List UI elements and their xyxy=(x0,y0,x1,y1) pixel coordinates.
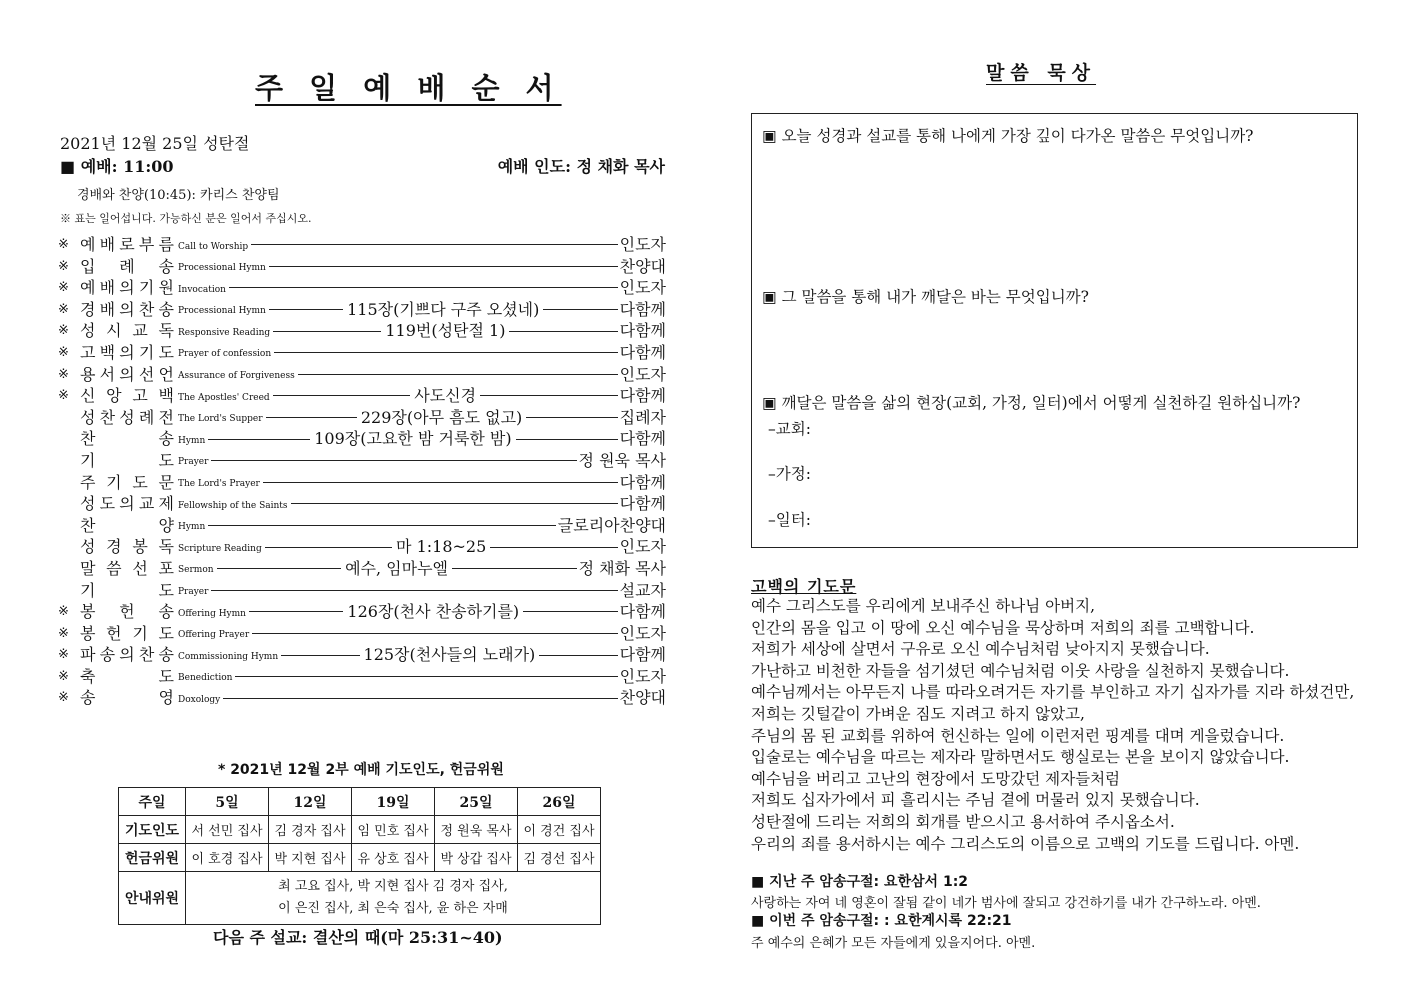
table-cell: 김 경선 집사 xyxy=(518,844,601,872)
leader-line xyxy=(211,590,617,591)
order-item xyxy=(58,342,666,364)
order-content: 마 1:18~25 xyxy=(396,537,487,557)
leader-line xyxy=(269,309,343,310)
order-english: Hymn xyxy=(178,522,206,533)
order-person: 인도자 xyxy=(619,235,666,254)
order-name: 성 찬 성 례 전 xyxy=(80,407,174,427)
order-person: 인도자 xyxy=(619,537,666,557)
order-name: 봉 헌 송 xyxy=(80,602,174,622)
order-detail xyxy=(178,558,666,580)
leader-line xyxy=(208,439,310,440)
order-english: Prayer xyxy=(178,587,209,597)
order-detail xyxy=(178,428,666,450)
stand-mark: ※ xyxy=(58,301,69,317)
table-cell: 이 경건 집사 xyxy=(518,816,601,844)
order-item xyxy=(58,299,666,321)
stand-mark: ※ xyxy=(58,690,69,706)
stand-mark: ※ xyxy=(58,237,69,252)
table-cell: 정 원욱 목사 xyxy=(435,816,518,844)
order-name: 송 영 xyxy=(80,688,174,708)
order-english: Hymn xyxy=(178,435,206,446)
order-content: 119번(성탄절 1) xyxy=(385,321,506,341)
stand-mark: ※ xyxy=(58,323,69,339)
order-item xyxy=(58,666,666,688)
order-content: 115장(기쁘다 구주 오셨네) xyxy=(347,299,540,319)
stand-note: ※ 표는 일어섭니다. 가능하신 분은 일어서 주십시오. xyxy=(60,212,312,225)
service-time: ■ 예배: 11:00 xyxy=(60,157,174,176)
order-item xyxy=(58,601,666,623)
prayer-line: 우리의 죄를 용서하시는 예수 그리스도의 이름으로 고백의 기도를 드립니다. 아멘. xyxy=(751,834,1300,853)
stand-mark: ※ xyxy=(58,366,69,382)
stand-mark: ※ xyxy=(58,647,69,663)
leader-line xyxy=(235,676,617,677)
order-person: 다함께 xyxy=(619,494,666,514)
prayer-line: 저희도 십자가에서 피 흘리시는 주님 곁에 머물러 있지 못했습니다. xyxy=(751,791,1200,810)
order-detail xyxy=(178,407,666,429)
order-person: 집례자 xyxy=(619,407,666,427)
table-cell: 서 선민 집사 xyxy=(186,816,269,844)
order-english: Prayer xyxy=(178,457,209,468)
table-cell: 박 상갑 집사 xyxy=(435,844,518,872)
order-detail xyxy=(178,601,666,623)
prayer-title: 고백의 기도문 xyxy=(751,577,857,596)
order-detail xyxy=(178,666,666,688)
question-3: ▣ 깨달은 말씀을 삶의 현장(교회, 가정, 일터)에서 어떻게 실천하길 원하십니까? xyxy=(762,394,1301,412)
order-item xyxy=(58,536,666,558)
order-person: 찬양대 xyxy=(619,256,666,276)
order-english: Responsive Reading xyxy=(178,327,271,338)
prayer-line: 성탄절에 드리는 저희의 회개를 받으시고 용서하여 주시옵소서. xyxy=(751,812,1175,831)
row-label: 헌금위원 xyxy=(119,844,186,872)
order-detail xyxy=(178,536,666,558)
order-person: 다함께 xyxy=(619,645,667,665)
service-leader: 예배 인도: 정 채화 목사 xyxy=(497,157,665,176)
header-cell: 주일 xyxy=(119,788,186,816)
order-item xyxy=(58,277,666,299)
leader-line xyxy=(273,331,381,332)
order-person: 다함께 xyxy=(619,342,666,362)
row-label: 기도인도 xyxy=(119,816,186,844)
answer-home: –가정: xyxy=(768,465,811,483)
order-item xyxy=(58,493,666,515)
order-person: 다함께 xyxy=(619,299,666,319)
order-person: 인도자 xyxy=(619,364,666,384)
leader-line xyxy=(266,417,357,418)
table-cell: 김 경자 집사 xyxy=(269,816,352,844)
order-detail xyxy=(178,580,666,602)
order-item xyxy=(58,515,666,537)
table-row xyxy=(119,816,601,844)
leader-line xyxy=(211,460,576,461)
question-1: ▣ 오늘 성경과 설교를 통해 나에게 가장 깊이 다가온 말씀은 무엇입니까? xyxy=(762,127,1254,145)
order-item xyxy=(58,320,666,342)
order-content: 사도신경 xyxy=(414,386,477,406)
order-item xyxy=(58,256,666,278)
order-person: 정 원욱 목사 xyxy=(578,450,666,470)
this-verse-text: 주 예수의 은혜가 모든 자들에게 있을지어다. 아멘. xyxy=(751,936,1036,951)
order-person: 글로리아찬양대 xyxy=(557,515,666,535)
order-name: 성 시 교 독 xyxy=(80,321,174,341)
ushers-line: 최 고요 집사, 박 지현 집사 김 경자 집사, xyxy=(278,879,508,894)
committee-table xyxy=(118,787,601,925)
prayer-line: 인간의 몸을 입고 이 땅에 오신 예수님을 묵상하며 저희의 죄를 고백합니다. xyxy=(751,618,1255,637)
order-item xyxy=(58,623,666,645)
leader-line xyxy=(273,395,411,396)
header-cell: 19일 xyxy=(352,788,435,816)
stand-mark: ※ xyxy=(58,258,69,274)
stand-mark: ※ xyxy=(58,280,69,296)
answer-work: –일터: xyxy=(768,511,811,529)
order-name: 성 도 의 교 제 xyxy=(80,494,174,514)
stand-mark: ※ xyxy=(58,625,69,641)
leader-line xyxy=(223,698,617,699)
page-title: 주 일 예 배 순 서 xyxy=(255,71,562,105)
order-content: 229장(아무 흠도 없고) xyxy=(360,407,523,427)
order-content: 예수, 임마누엘 xyxy=(345,558,449,578)
leader-line xyxy=(452,568,577,569)
order-item xyxy=(58,687,666,709)
order-item xyxy=(58,407,666,429)
leader-line xyxy=(217,568,342,569)
prayer-line: 예수님께서는 아무든지 나를 따라오려거든 자기를 부인하고 자기 십자가를 지라 하셨건만, xyxy=(751,683,1355,702)
order-name: 성 경 봉 독 xyxy=(80,537,174,557)
header-cell: 25일 xyxy=(435,788,518,816)
order-item xyxy=(58,644,666,666)
order-content: 126장(천사 찬송하기를) xyxy=(347,602,520,622)
order-person: 다함께 xyxy=(619,602,667,622)
table-cell: 유 상호 집사 xyxy=(352,844,435,872)
leader-line xyxy=(281,655,359,656)
order-item xyxy=(58,580,666,602)
order-english: Assurance of Forgiveness xyxy=(178,371,295,382)
order-person: 다함께 xyxy=(619,321,667,341)
order-person: 인도자 xyxy=(619,666,666,686)
order-english: The Lord's Prayer xyxy=(178,479,260,490)
last-verse-text: 사랑하는 자여 네 영혼이 잘됨 같이 네가 범사에 잘되고 강건하기를 내가 간구하노라. 아멘. xyxy=(751,896,1261,911)
order-name: 봉 헌 기 도 xyxy=(80,623,174,643)
order-english: Call to Worship xyxy=(178,241,249,252)
leader-line xyxy=(208,525,556,526)
order-name: 찬 양 xyxy=(80,515,174,535)
order-english: Offering Prayer xyxy=(178,630,250,641)
leader-line xyxy=(252,633,617,634)
order-person: 다함께 xyxy=(619,472,666,492)
order-english: Scripture Reading xyxy=(178,543,262,554)
order-name: 신 앙 고 백 xyxy=(80,386,174,406)
order-person: 인도자 xyxy=(619,278,666,298)
confession-prayer xyxy=(751,596,1354,855)
order-name: 용 서 의 선 언 xyxy=(80,364,174,384)
order-detail xyxy=(178,644,666,666)
order-english: The Lord's Supper xyxy=(178,414,263,425)
question-2: ▣ 그 말씀을 통해 내가 깨달은 바는 무엇입니까? xyxy=(762,288,1089,306)
leader-line xyxy=(265,547,392,548)
ushers-cell xyxy=(186,872,601,925)
leader-line xyxy=(523,611,617,612)
table-cell: 이 호경 집사 xyxy=(186,844,269,872)
leader-line xyxy=(274,352,617,353)
order-name: 주 기 도 문 xyxy=(80,472,174,492)
order-english: Sermon xyxy=(178,565,214,576)
order-detail xyxy=(178,687,666,709)
leader-line xyxy=(539,655,617,656)
row-label: 안내위원 xyxy=(119,872,186,925)
last-verse-heading: ■ 지난 주 암송구절: 요한삼서 1:2 xyxy=(751,874,969,890)
prayer-line: 예수 그리스도를 우리에게 보내주신 하나님 아버지, xyxy=(751,597,1095,615)
order-item xyxy=(58,385,666,407)
prelude: 경배와 찬양(10:45): 카리스 찬양팀 xyxy=(77,188,280,203)
leader-line xyxy=(251,244,617,245)
stand-mark: ※ xyxy=(58,388,69,404)
answer-church: –교회: xyxy=(768,420,811,438)
leader-line xyxy=(490,547,617,548)
order-name: 기 도 xyxy=(80,450,174,470)
order-english: Prayer of confession xyxy=(178,349,272,360)
leader-line xyxy=(526,417,617,418)
order-name: 예 배 의 기 원 xyxy=(80,278,174,298)
worship-order-list xyxy=(58,234,666,709)
leader-line xyxy=(229,287,618,288)
table-cell: 박 지현 집사 xyxy=(269,844,352,872)
order-name: 예 배 로 부 름 xyxy=(80,235,174,254)
meditation-title: 말씀 묵상 xyxy=(986,62,1097,84)
order-name: 찬 송 xyxy=(80,429,174,449)
order-person: 찬양대 xyxy=(619,688,666,708)
order-item xyxy=(58,558,666,580)
this-verse-heading: ■ 이번 주 암송구절: : 요한계시록 22:21 xyxy=(751,913,1012,929)
order-person: 인도자 xyxy=(619,623,666,643)
committee-title: * 2021년 12월 2부 예배 기도인도, 헌금위원 xyxy=(218,762,504,778)
prayer-line: 예수님을 버리고 고난의 현장에서 도망갔던 제자들처럼 xyxy=(751,769,1121,788)
order-english: Commissioning Hymn xyxy=(178,651,279,662)
table-cell: 임 민호 집사 xyxy=(352,816,435,844)
table-header-row xyxy=(119,788,601,816)
order-detail xyxy=(178,256,666,278)
order-name: 고 백 의 기 도 xyxy=(80,342,174,362)
leader-line xyxy=(298,374,618,375)
leader-line xyxy=(249,611,343,612)
order-item xyxy=(58,364,666,386)
prayer-line: 가난하고 비천한 자들을 섬기셨던 예수님처럼 이웃 사랑을 실천하지 못했습니다. xyxy=(751,661,1290,680)
order-person: 다함께 xyxy=(619,386,666,406)
ushers-line: 이 은진 집사, 최 은숙 집사, 윤 하은 자매 xyxy=(278,901,508,916)
order-person: 설교자 xyxy=(619,580,666,600)
order-name: 경 배 의 찬 송 xyxy=(80,299,174,319)
order-name: 축 도 xyxy=(80,666,174,686)
next-sermon: 다음 주 설교: 결산의 때(마 25:31~40) xyxy=(213,928,503,947)
stand-mark: ※ xyxy=(58,668,69,684)
prayer-line: 저희가 세상에 살면서 구유로 오신 예수님처럼 낮아지지 못했습니다. xyxy=(751,640,1210,659)
leader-line xyxy=(516,439,618,440)
prayer-line: 입술로는 예수님을 따르는 제자라 말하면서도 행실로는 본을 보이지 않았습니다. xyxy=(751,748,1290,767)
order-item xyxy=(58,428,666,450)
header-cell: 26일 xyxy=(518,788,601,816)
order-english: Processional Hymn xyxy=(178,306,266,317)
header-cell: 12일 xyxy=(269,788,352,816)
order-item xyxy=(58,472,666,494)
header-cell: 5일 xyxy=(186,788,269,816)
order-english: Benediction xyxy=(178,673,233,684)
order-item xyxy=(58,450,666,472)
order-detail xyxy=(178,493,666,515)
leader-line xyxy=(291,503,618,504)
table-row xyxy=(119,872,601,925)
table-row xyxy=(119,844,601,872)
order-name: 말 씀 선 포 xyxy=(80,558,174,578)
stand-mark: ※ xyxy=(58,344,69,360)
meditation-box xyxy=(751,113,1358,548)
order-english: Fellowship of the Saints xyxy=(178,500,288,511)
order-name: 입 례 송 xyxy=(80,256,174,276)
leader-line xyxy=(509,331,617,332)
order-name: 파 송 의 찬 송 xyxy=(80,645,174,665)
leader-line xyxy=(543,309,617,310)
leader-line xyxy=(269,266,618,267)
service-date: 2021년 12월 25일 성탄절 xyxy=(60,134,250,153)
prayer-line: 주님의 몸 된 교회를 위하여 헌신하는 일에 이런저런 핑계를 대며 게을렀습니다. xyxy=(751,726,1285,745)
order-name: 기 도 xyxy=(80,580,174,600)
stand-mark: ※ xyxy=(58,604,69,620)
leader-line xyxy=(480,395,618,396)
order-english: Processional Hymn xyxy=(178,263,266,274)
order-english: The Apostles' Creed xyxy=(178,392,270,403)
leader-line xyxy=(263,482,618,483)
prayer-line: 저희는 깃털같이 가벼운 짐도 지려고 하지 않았고, xyxy=(751,704,1085,723)
order-content: 109장(고요한 밤 거룩한 밤) xyxy=(314,429,512,449)
order-english: Invocation xyxy=(178,284,226,295)
order-content: 125장(천사들의 노래가) xyxy=(363,645,536,665)
order-person: 다함께 xyxy=(619,429,666,449)
order-english: Offering Hymn xyxy=(178,608,246,619)
order-english: Doxology xyxy=(178,694,221,705)
order-person: 정 채화 목사 xyxy=(578,558,667,578)
order-item xyxy=(58,234,666,256)
